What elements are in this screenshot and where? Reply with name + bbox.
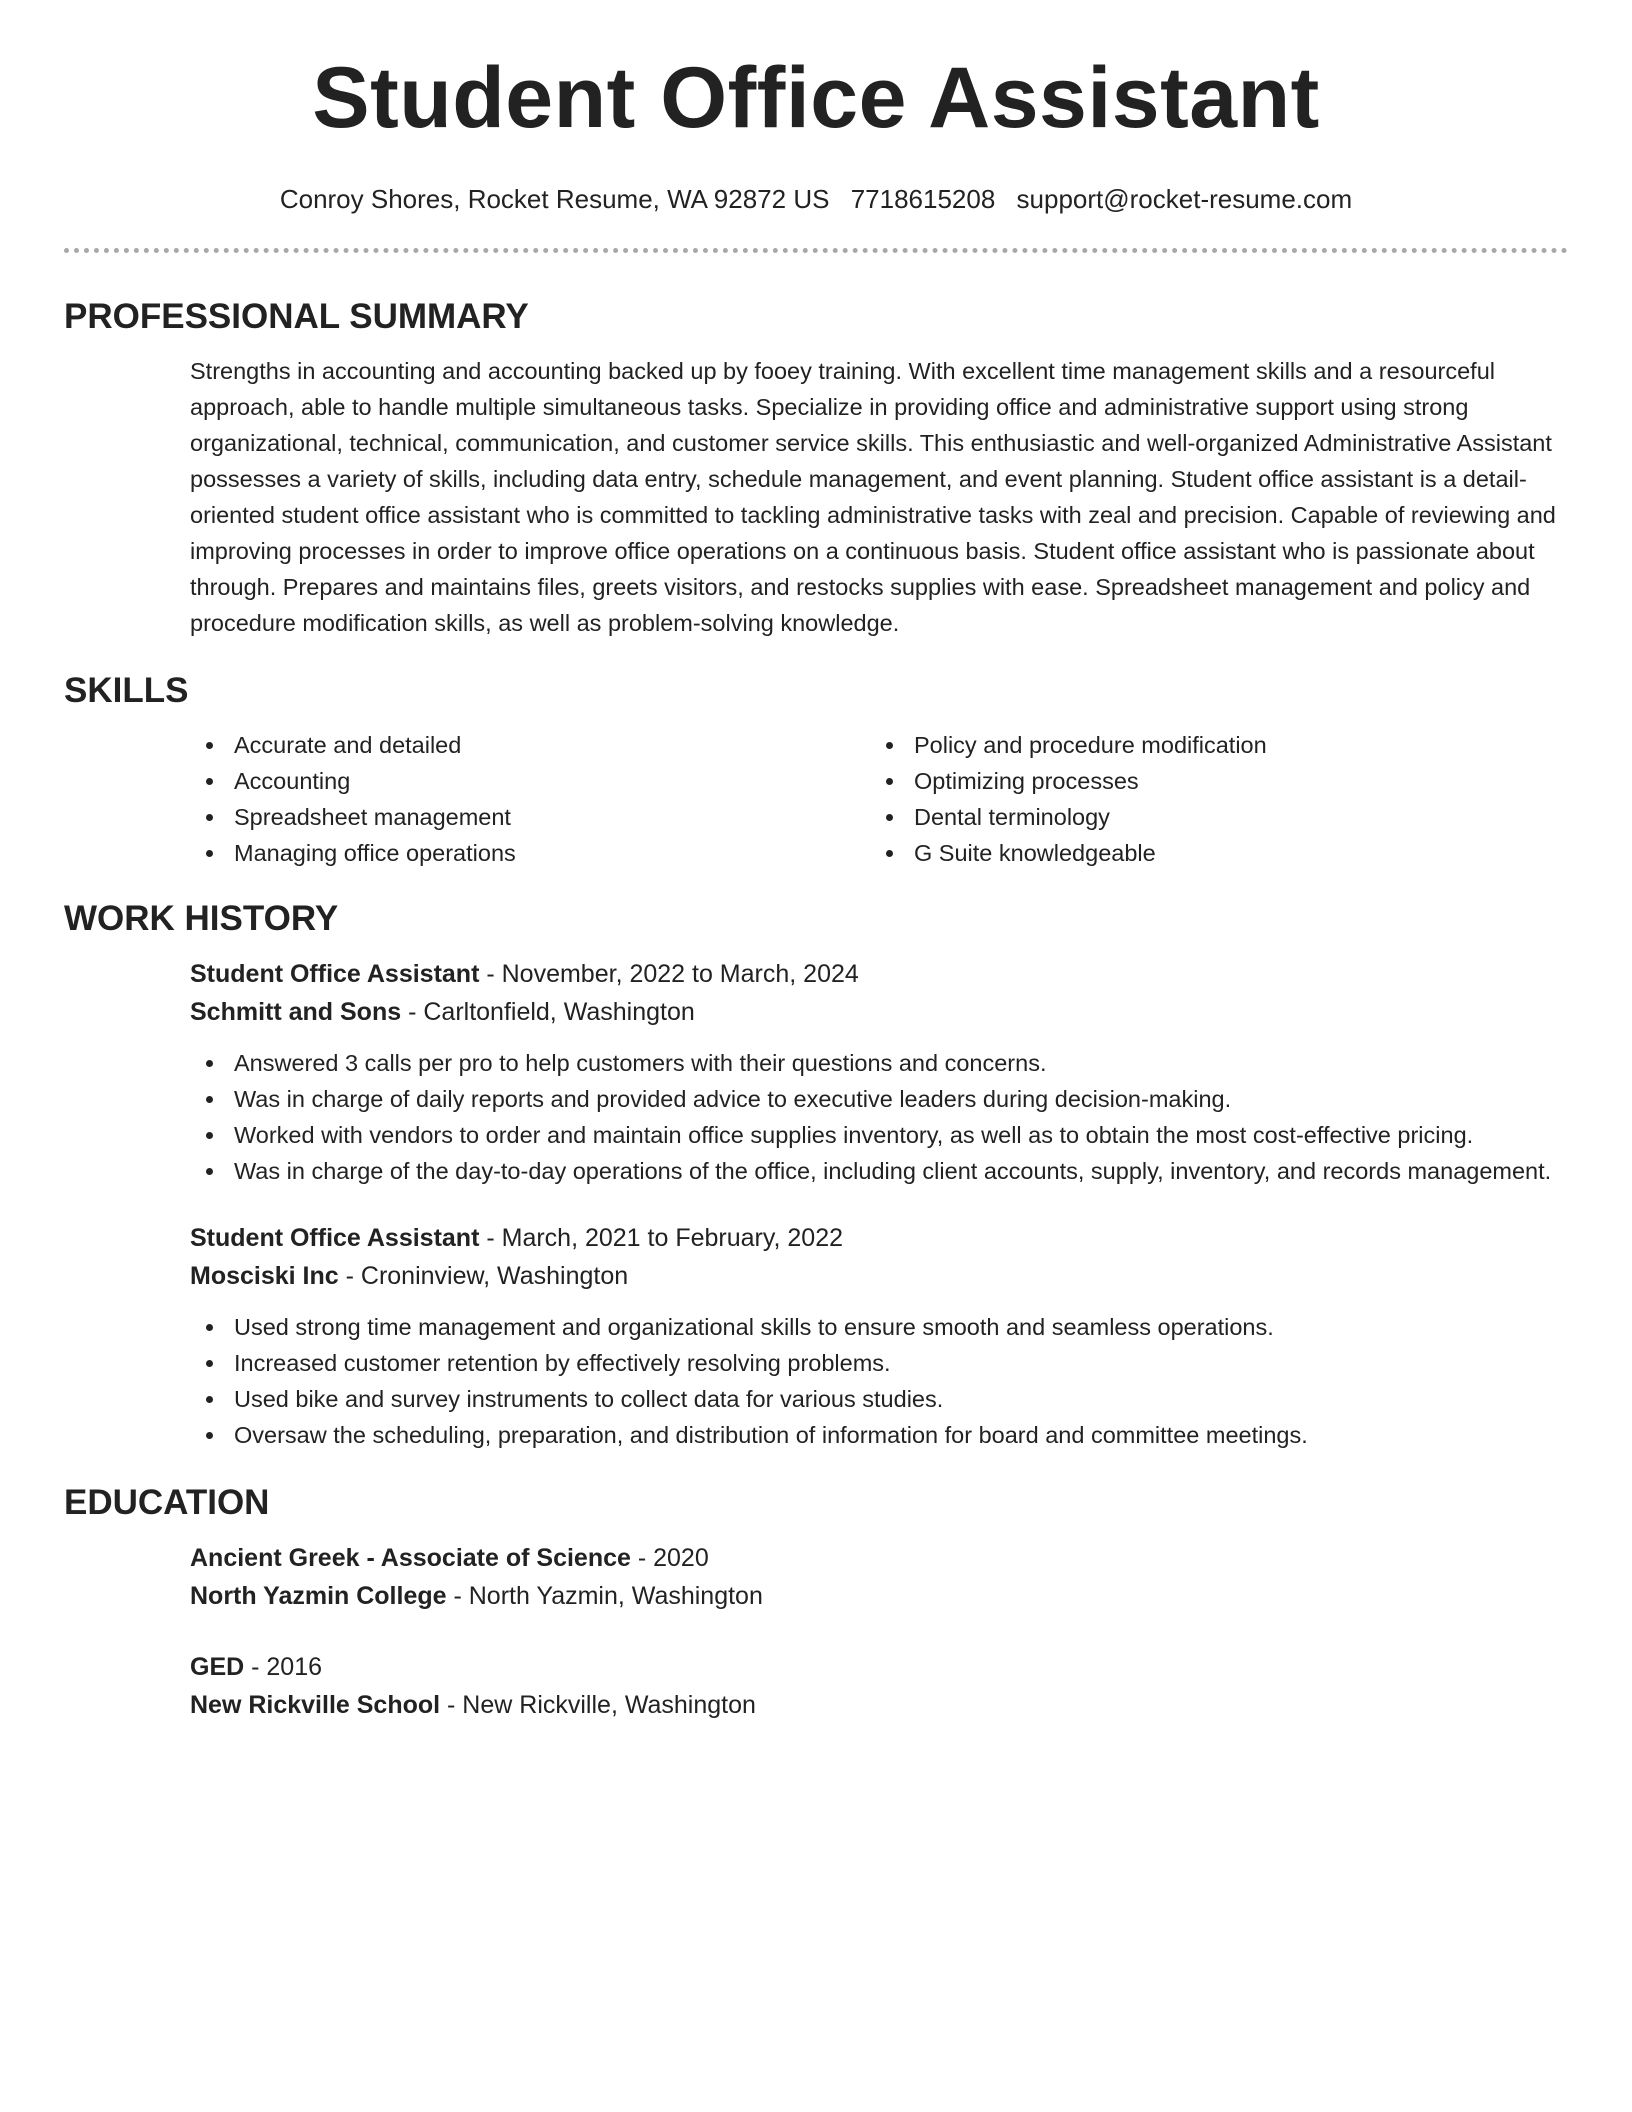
job-location: - Carltonfield, Washington	[401, 998, 695, 1026]
skill-item: Managing office operations	[190, 835, 870, 871]
duty-item: Used bike and survey instruments to collect data for various studies.	[190, 1381, 1568, 1417]
degree-year: - 2020	[630, 1544, 709, 1572]
job-dates: - March, 2021 to February, 2022	[479, 1224, 844, 1252]
duty-item: Worked with vendors to order and maintain office supplies inventory, as well as to obtain the most cost-effective pricing.	[190, 1117, 1568, 1153]
degree-year: - 2016	[244, 1653, 323, 1681]
job-company: Schmitt and Sons	[190, 998, 402, 1026]
school-location: - North Yazmin, Washington	[446, 1582, 763, 1610]
contact-address: Conroy Shores, Rocket Resume, WA 92872 US	[279, 184, 830, 214]
job-company-line	[190, 993, 1568, 1031]
job-title-line	[190, 1219, 1568, 1257]
job-role: Student Office Assistant	[190, 1224, 480, 1252]
skill-item: Dental terminology	[870, 799, 1550, 835]
skill-item: Spreadsheet management	[190, 799, 870, 835]
job-duties	[190, 1309, 1568, 1453]
contact-line	[64, 182, 1568, 216]
duty-item: Was in charge of daily reports and provided advice to executive leaders during decision-making.	[190, 1081, 1568, 1117]
skill-item: Accounting	[190, 763, 870, 799]
skill-item: G Suite knowledgeable	[870, 835, 1550, 871]
job-title-line	[190, 955, 1568, 993]
work-history-heading: WORK HISTORY	[64, 899, 339, 938]
school-name: North Yazmin College	[190, 1582, 447, 1610]
degree-line	[190, 1539, 1568, 1577]
resume-name: Student Office Assistant	[312, 50, 1320, 146]
skills-list	[190, 727, 1568, 871]
skill-item: Policy and procedure modification	[870, 727, 1550, 763]
contact-email: support@rocket-resume.com	[1016, 184, 1353, 214]
job-entry	[190, 1219, 1568, 1453]
education-heading: EDUCATION	[64, 1483, 270, 1522]
school-name: New Rickville School	[190, 1691, 441, 1719]
skills-heading: SKILLS	[64, 671, 189, 710]
summary-heading: PROFESSIONAL SUMMARY	[64, 297, 529, 336]
duty-item: Was in charge of the day-to-day operations of the office, including client accounts, supply, inventory, and records management.	[190, 1153, 1568, 1189]
contact-phone: 7718615208	[850, 184, 996, 214]
summary-text: Strengths in accounting and accounting backed up by fooey training. With excellent time management skills and a resourceful approach, able to handle multiple simultaneous tasks. Specialize in providing office and administrative support using strong organizational, technical, communication, and customer service skills. This enthusiastic and well-organized Administrative Assistant possesses a variety of skills, including data entry, schedule management, and event planning. Student office assistant is a detail-oriented student office assistant who is committed to tackling administrative tasks with zeal and precision. Capable of reviewing and improving processes in order to improve office operations on a continuous basis. Student office assistant who is passionate about through. Prepares and maintains files, greets visitors, and restocks supplies with ease. Spreadsheet management and policy and procedure modification skills, as well as problem-solving knowledge.	[190, 358, 1556, 636]
duty-item: Oversaw the scheduling, preparation, and distribution of information for board and committee meetings.	[190, 1417, 1568, 1453]
school-location: - New Rickville, Washington	[440, 1691, 756, 1719]
degree-name: GED	[190, 1653, 245, 1681]
school-line	[190, 1577, 1568, 1615]
education-entry	[190, 1539, 1568, 1615]
job-entry	[190, 955, 1568, 1189]
school-line	[190, 1686, 1568, 1724]
skill-item: Accurate and detailed	[190, 727, 870, 763]
degree-line	[190, 1648, 1568, 1686]
education-entry	[190, 1648, 1568, 1724]
job-company-line	[190, 1257, 1568, 1295]
skills-column-right	[870, 727, 1550, 871]
job-duties	[190, 1045, 1568, 1189]
job-location: - Croninview, Washington	[338, 1262, 629, 1290]
job-company: Mosciski Inc	[190, 1262, 339, 1290]
job-dates: - November, 2022 to March, 2024	[479, 960, 859, 988]
job-role: Student Office Assistant	[190, 960, 480, 988]
duty-item: Used strong time management and organizational skills to ensure smooth and seamless operations.	[190, 1309, 1568, 1345]
skill-item: Optimizing processes	[870, 763, 1550, 799]
resume-page	[64, 0, 1568, 1724]
summary-section	[190, 353, 1568, 641]
duty-item: Increased customer retention by effectively resolving problems.	[190, 1345, 1568, 1381]
header-divider	[64, 248, 1568, 253]
skills-column-left	[190, 727, 870, 871]
duty-item: Answered 3 calls per pro to help customers with their questions and concerns.	[190, 1045, 1568, 1081]
degree-name: Ancient Greek - Associate of Science	[190, 1544, 631, 1572]
